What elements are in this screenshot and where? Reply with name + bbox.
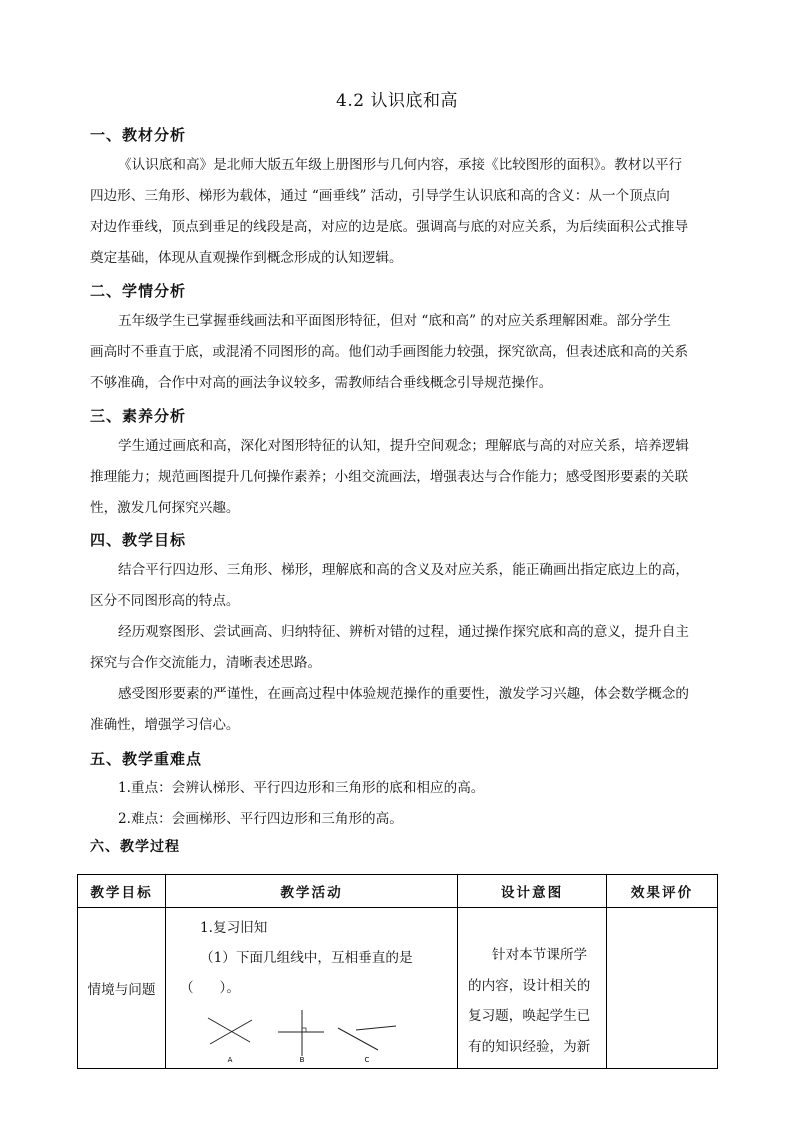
goal-paragraph-1 <box>90 555 702 617</box>
text-line: 对边作垂线，顶点到垂足的线段是高，对应的边是底。强调高与底的对应关系，为后续面积公式推导 <box>90 219 689 235</box>
document-title: 4.2 认识底和高 <box>336 91 458 111</box>
text-line: 不够准确，合作中对高的画法争议较多，需教师结合垂线概念引导规范操作。 <box>90 375 553 391</box>
section-heading-key-difficulties: 五、教学重难点 <box>90 750 203 768</box>
header-design-intent: 设计意图 <box>458 875 607 908</box>
section-body-teaching-material <box>90 150 702 274</box>
cell-activity <box>166 908 458 1069</box>
table-row <box>78 908 718 1069</box>
option-c-lines <box>338 1026 396 1050</box>
section-body-student-analysis <box>90 306 702 399</box>
section-heading-teaching-process: 六、教学过程 <box>90 839 180 855</box>
section-heading-literacy-analysis: 三、素养分析 <box>90 407 187 425</box>
header-teaching-goal: 教学目标 <box>78 875 166 908</box>
text-line: 区分不同图形高的特点。 <box>90 593 240 609</box>
section-heading-student-analysis: 二、学情分析 <box>90 282 187 300</box>
key-point: 1.重点：会辨认梯形、平行四边形和三角形的底和相应的高。 <box>118 780 485 796</box>
option-c-label: C <box>364 1056 370 1064</box>
text-line: 推理能力；规范画图提升几何操作素养；小组交流画法，增强表达与合作能力；感受图形要素的关联 <box>90 469 689 485</box>
perpendicular-options-figure <box>166 1000 458 1070</box>
difficult-point: 2.难点：会画梯形、平行四边形和三角形的高。 <box>118 811 403 827</box>
cell-design-intent <box>458 908 607 1069</box>
intent-line: 针对本节课所学 <box>492 947 588 963</box>
option-b-label: B <box>299 1056 305 1064</box>
text-line: 结合平行四边形、三角形、梯形，理解底和高的含义及对应关系，能正确画出指定底边上的高， <box>118 562 689 578</box>
activity-title: 1.复习旧知 <box>200 920 268 936</box>
goal-paragraph-3 <box>90 679 702 741</box>
option-a-lines <box>208 1018 252 1044</box>
text-line: 《认识底和高》是北师大版五年级上册图形与几何内容，承接《比较图形的面积》。教材以平行 <box>118 157 683 173</box>
goal-paragraph-2 <box>90 617 702 679</box>
text-line: 感受图形要素的严谨性，在画高过程中体验规范操作的重要性，激发学习兴趣，体会数学概念的 <box>118 686 689 702</box>
cell-goal: 情境与问题 <box>78 908 166 1069</box>
table-header-row <box>78 875 718 908</box>
cell-evaluation <box>607 908 718 1069</box>
question-line-2: （ ）。 <box>180 980 240 996</box>
header-teaching-activity: 教学活动 <box>166 875 458 908</box>
intent-line: 复习题，唤起学生已 <box>468 1008 591 1024</box>
text-line: 探究与合作交流能力，清晰表述思路。 <box>90 655 322 671</box>
text-line: 五年级学生已掌握垂线画法和平面图形特征，但对 “底和高” 的对应关系理解困难。部分学生 <box>118 313 671 329</box>
option-b-lines <box>278 1010 324 1056</box>
text-line: 奠定基础，体现从直观操作到概念形成的认知逻辑。 <box>90 250 403 266</box>
text-line: 四边形、三角形、梯形为载体，通过 “画垂线” 活动，引导学生认识底和高的含义：从一个顶点向 <box>90 188 670 204</box>
question-line-1: （1）下面几组线中，互相垂直的是 <box>200 950 413 966</box>
header-effect-evaluation: 效果评价 <box>607 875 718 908</box>
text-line: 性，激发几何探究兴趣。 <box>90 500 240 516</box>
text-line: 学生通过画底和高，深化对图形特征的认知，提升空间观念；理解底与高的对应关系，培养逻辑 <box>118 438 689 454</box>
section-body-literacy-analysis <box>90 431 702 524</box>
section-heading-teaching-goals: 四、教学目标 <box>90 531 187 549</box>
section-heading-teaching-material: 一、教材分析 <box>90 126 187 144</box>
text-line: 画高时不垂直于底，或混淆不同图形的高。他们动手画图能力较强，探究欲高，但表述底和高的关系 <box>90 344 689 360</box>
teaching-process-table <box>77 874 718 1069</box>
option-a-label: A <box>227 1056 233 1064</box>
intent-line: 的内容，设计相关的 <box>468 977 591 994</box>
text-line: 准确性，增强学习信心。 <box>90 717 240 733</box>
intent-line: 有的知识经验，为新 <box>468 1038 591 1055</box>
text-line: 经历观察图形、尝试画高、归纳特征、辨析对错的过程，通过操作探究底和高的意义，提升自主 <box>118 624 689 640</box>
